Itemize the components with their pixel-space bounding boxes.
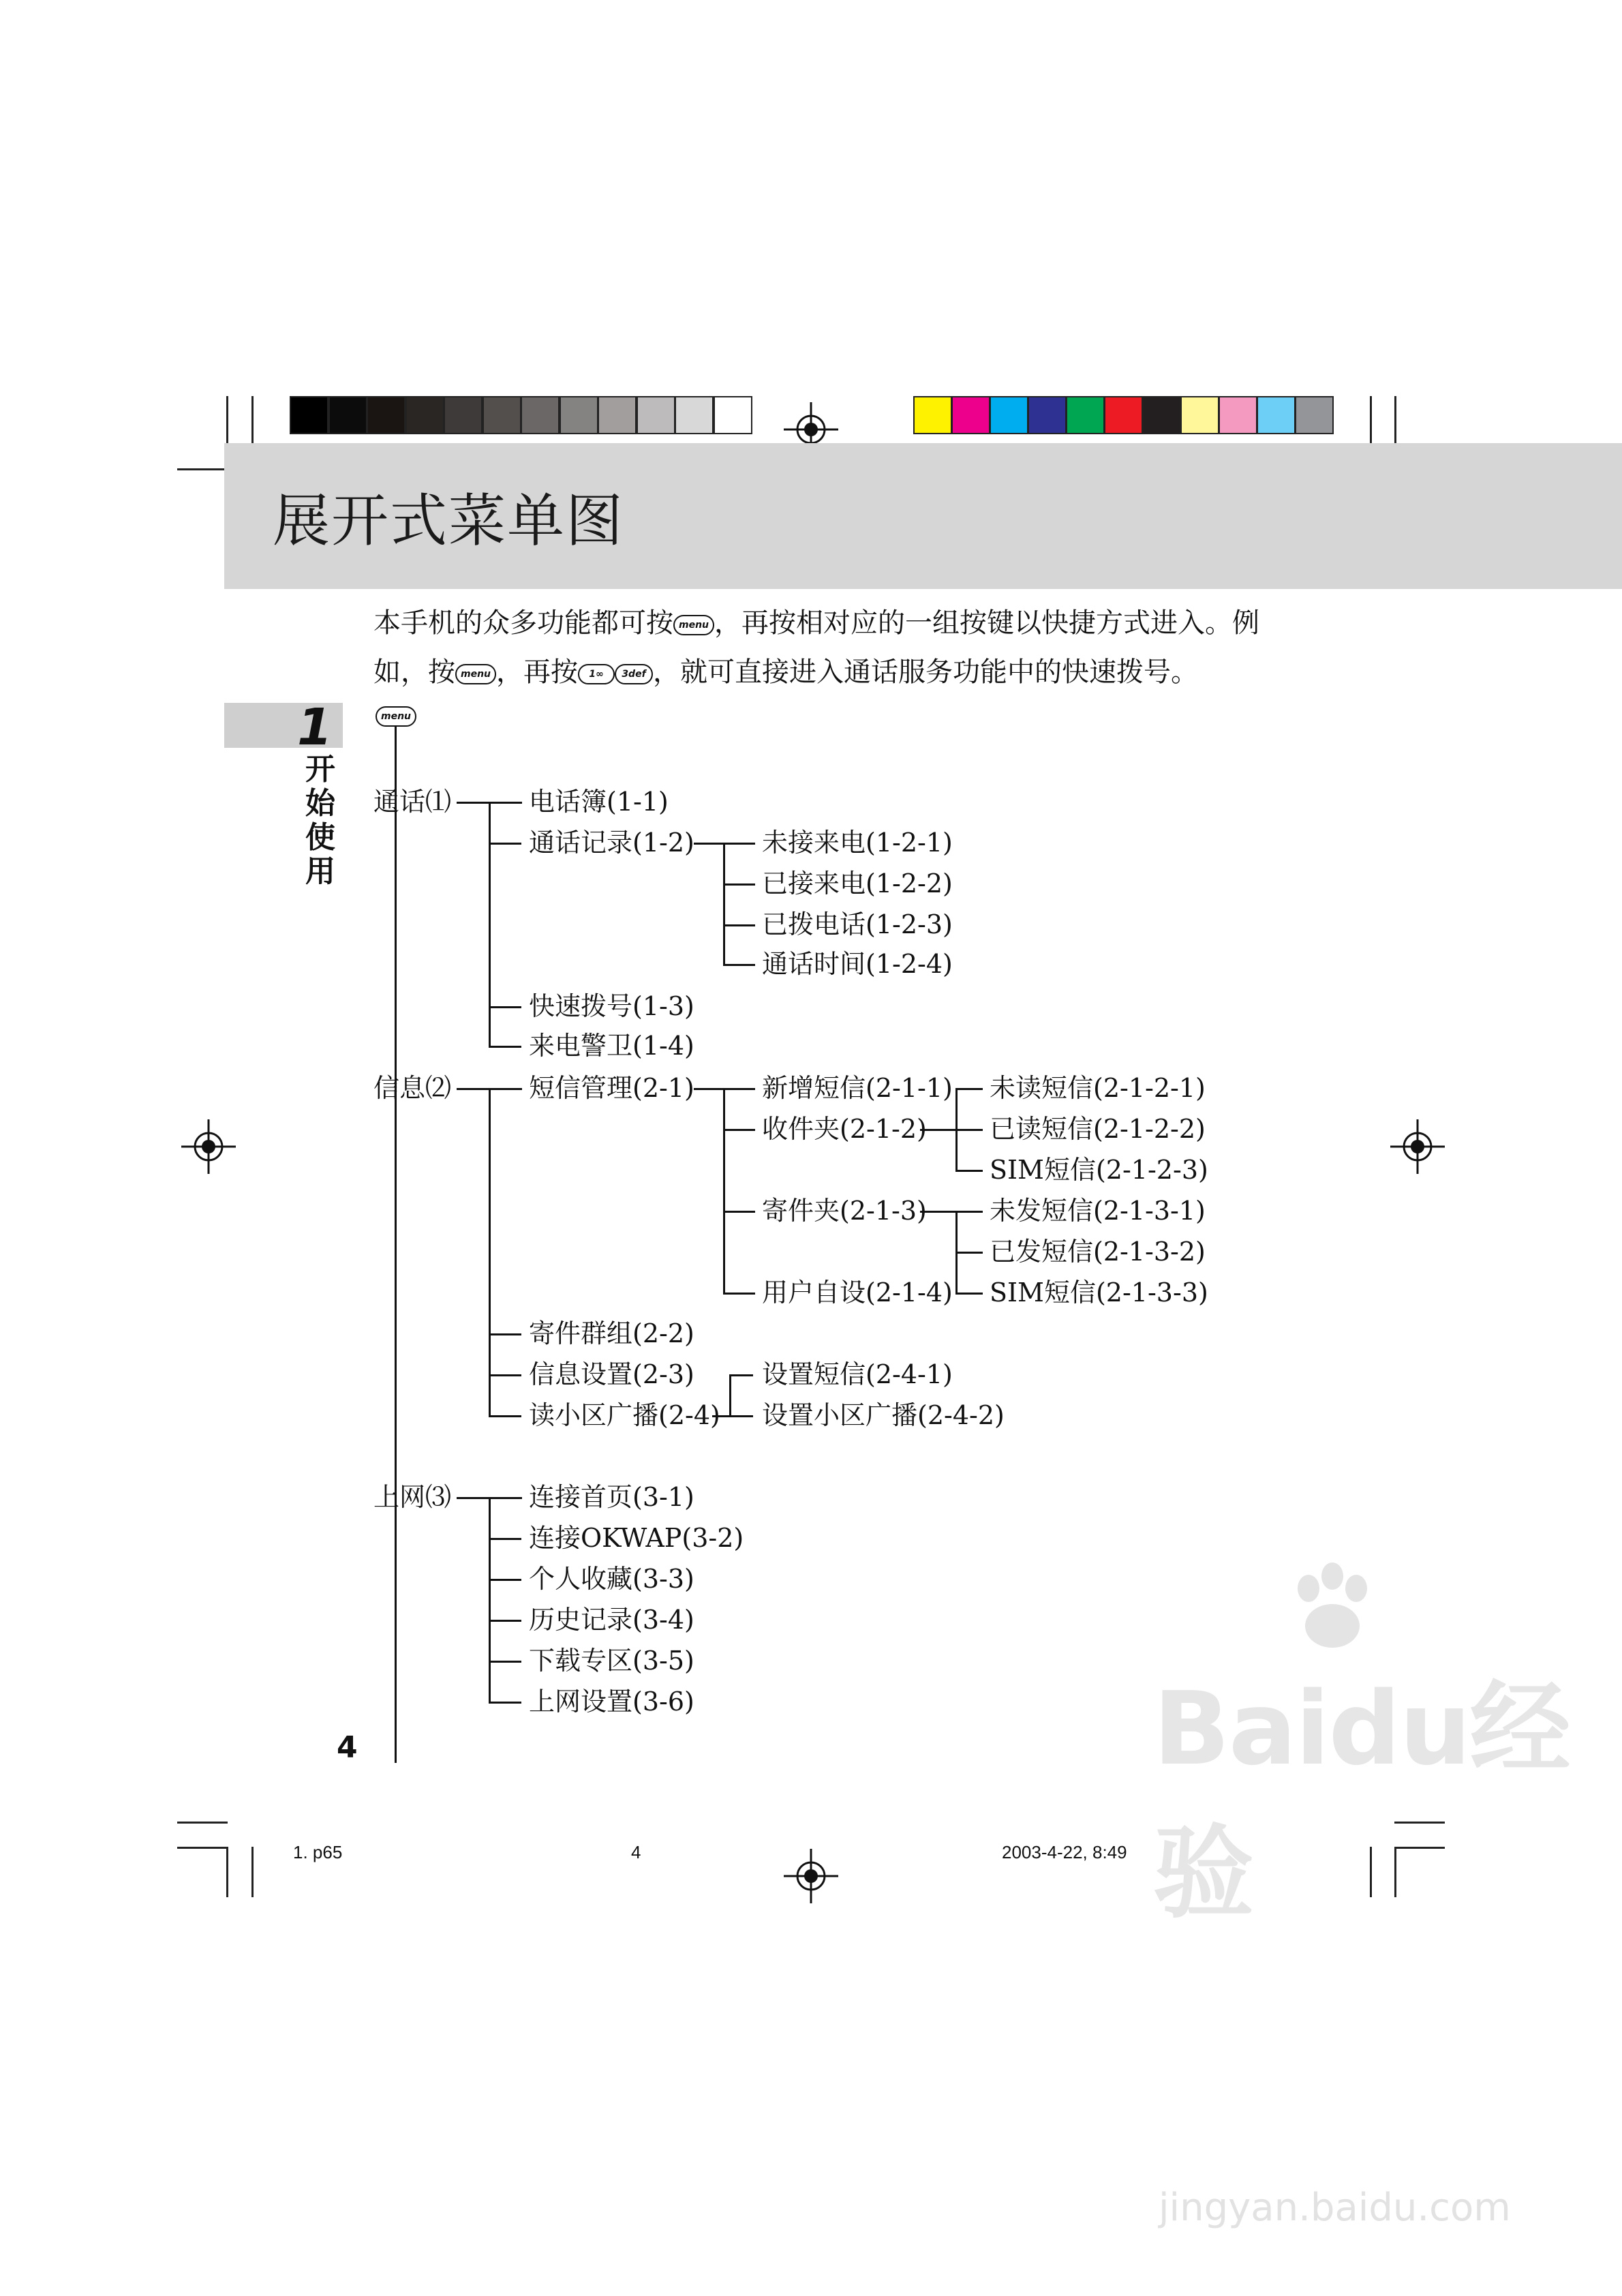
menu-node: 通话时间(1-2-4) xyxy=(762,949,953,979)
tree-line xyxy=(489,1374,521,1376)
menu-node: 收件夹(2-1-2) xyxy=(762,1114,927,1144)
menu-key-icon: menu xyxy=(673,615,714,635)
menu-node: 设置短信(2-4-1) xyxy=(762,1359,953,1389)
tree-line xyxy=(489,1661,521,1663)
gray-swatch xyxy=(444,396,483,434)
tree-line xyxy=(723,1129,755,1131)
page-number: 4 xyxy=(337,1730,358,1765)
tree-line xyxy=(723,924,755,926)
menu-node: 已拨电话(1-2-3) xyxy=(762,909,953,939)
tree-line xyxy=(955,1252,983,1254)
menu-node: 已发短信(2-1-3-2) xyxy=(990,1237,1206,1267)
tree-line xyxy=(489,1415,521,1417)
menu-node: 个人收藏(3-3) xyxy=(529,1564,694,1594)
menu-node: 设置小区广播(2-4-2) xyxy=(762,1400,1005,1430)
menu-node: 寄件夹(2-1-3) xyxy=(762,1196,927,1226)
trim-mark xyxy=(251,1847,254,1897)
menu-node: 来电警卫(1-4) xyxy=(529,1031,694,1061)
tree-line xyxy=(955,1088,983,1090)
key-3-icon: 3def xyxy=(615,664,653,684)
color-swatch xyxy=(990,396,1028,434)
menu-node: 新增短信(2-1-1) xyxy=(762,1073,953,1103)
tree-line xyxy=(489,1620,521,1622)
trim-mark xyxy=(226,1847,228,1897)
page-title: 展开式菜单图 xyxy=(273,487,625,554)
intro-text: 本手机的众多功能都可按 xyxy=(373,607,673,639)
gray-swatch xyxy=(560,396,598,434)
footer-filename: 1. p65 xyxy=(293,1842,343,1862)
trim-mark xyxy=(1370,396,1372,447)
tree-line xyxy=(489,1497,491,1702)
tree-line xyxy=(489,1006,521,1008)
color-swatch xyxy=(913,396,952,434)
menu-node: 电话簿(1-1) xyxy=(529,787,669,817)
chapter-title: 开始使用 xyxy=(305,752,335,889)
gray-swatch xyxy=(637,396,675,434)
menu-root-key-icon: menu xyxy=(376,706,416,727)
gray-swatch xyxy=(367,396,406,434)
tree-line xyxy=(723,1088,725,1294)
registration-mark-left xyxy=(181,1119,236,1174)
menu-node: 连接OKWAP(3-2) xyxy=(529,1523,744,1553)
gray-swatch xyxy=(328,396,367,434)
chapter-number: 1 xyxy=(297,698,333,757)
footer-page: 4 xyxy=(631,1842,641,1862)
paw-logo-icon xyxy=(1281,1561,1383,1657)
intro-text: ，再按 xyxy=(496,656,578,688)
tree-line xyxy=(489,1538,521,1540)
tree-line xyxy=(723,883,755,886)
menu-node: 短信管理(2-1) xyxy=(529,1073,694,1103)
menu-key-icon: menu xyxy=(455,664,496,684)
intro-text: ，再按相对应的一组按键以快捷方式进入。例 xyxy=(714,607,1259,639)
trim-mark xyxy=(226,396,228,447)
tree-line xyxy=(729,1374,731,1415)
gray-swatch xyxy=(675,396,714,434)
menu-node: 信息设置(2-3) xyxy=(529,1359,694,1389)
menu-node: 未发短信(2-1-3-1) xyxy=(990,1196,1206,1226)
tree-line xyxy=(955,1293,983,1295)
tree-line xyxy=(723,843,725,964)
tree-line xyxy=(489,843,521,845)
intro-text: ，就可直接进入通话服务功能中的快速拨号。 xyxy=(653,656,1198,688)
trim-mark xyxy=(177,1822,228,1824)
intro-line-2 xyxy=(373,656,1198,689)
watermark-url: jingyan.baidu.com xyxy=(1159,2186,1511,2230)
menu-node: 上网设置(3-6) xyxy=(529,1687,694,1717)
menu-node-messages: 信息⑵ xyxy=(373,1073,452,1103)
menu-node: 下载专区(3-5) xyxy=(529,1646,694,1676)
tree-line xyxy=(489,1088,491,1415)
tree-line xyxy=(920,1129,983,1131)
trim-mark xyxy=(251,396,254,447)
menu-node: 快速拨号(1-3) xyxy=(529,991,694,1021)
tree-line xyxy=(489,802,491,1046)
color-swatch xyxy=(1219,396,1257,434)
menu-node: 已读短信(2-1-2-2) xyxy=(990,1114,1206,1144)
menu-node: 用户自设(2-1-4) xyxy=(762,1278,953,1308)
tree-line xyxy=(955,1170,983,1172)
footer-datetime: 2003-4-22, 8:49 xyxy=(1002,1842,1127,1862)
color-swatch xyxy=(1142,396,1181,434)
tree-line xyxy=(723,1211,755,1213)
registration-mark-bottom xyxy=(784,1849,838,1903)
color-swatch xyxy=(1180,396,1219,434)
color-swatch xyxy=(1104,396,1143,434)
tree-line xyxy=(955,1088,958,1170)
menu-node: 未接来电(1-2-1) xyxy=(762,828,953,858)
menu-node: 读小区广播(2-4) xyxy=(529,1400,720,1430)
menu-node: 寄件群组(2-2) xyxy=(529,1318,694,1348)
trim-mark xyxy=(1394,396,1396,447)
intro-text: 如，按 xyxy=(373,656,455,688)
menu-node: SIM短信(2-1-3-3) xyxy=(990,1278,1208,1308)
tree-line xyxy=(723,964,755,966)
intro-line-1 xyxy=(373,607,1259,639)
menu-node: 通话记录(1-2) xyxy=(529,828,694,858)
tree-line xyxy=(489,1579,521,1581)
color-swatch xyxy=(1295,396,1334,434)
menu-node: 未读短信(2-1-2-1) xyxy=(990,1073,1206,1103)
menu-node-internet: 上网⑶ xyxy=(373,1482,452,1512)
gray-swatch xyxy=(483,396,521,434)
gray-swatch xyxy=(598,396,637,434)
tree-line xyxy=(489,1046,521,1048)
menu-node: SIM短信(2-1-2-3) xyxy=(990,1155,1208,1185)
gray-swatch xyxy=(714,396,752,434)
tree-line xyxy=(489,1702,521,1704)
registration-mark-right xyxy=(1390,1119,1445,1174)
tree-line xyxy=(489,1333,521,1335)
watermark-brand: Baidu经验 xyxy=(1153,1670,1570,1932)
trim-mark xyxy=(177,1847,228,1849)
color-swatch xyxy=(1066,396,1105,434)
color-swatch xyxy=(951,396,990,434)
menu-node: 连接首页(3-1) xyxy=(529,1482,694,1512)
gray-swatch xyxy=(406,396,444,434)
trim-mark xyxy=(177,468,228,470)
key-1-icon: 1∞ xyxy=(578,664,615,684)
color-swatch xyxy=(1257,396,1296,434)
menu-node: 历史记录(3-4) xyxy=(529,1605,694,1635)
tree-line xyxy=(729,1374,753,1376)
gray-swatch xyxy=(521,396,560,434)
menu-node: 已接来电(1-2-2) xyxy=(762,868,953,898)
tree-line-root xyxy=(395,727,397,1763)
color-swatch xyxy=(1028,396,1067,434)
gray-swatch xyxy=(290,396,328,434)
tree-line xyxy=(920,1211,983,1213)
menu-node-calls: 通话⑴ xyxy=(373,787,452,817)
tree-line xyxy=(723,1293,755,1295)
